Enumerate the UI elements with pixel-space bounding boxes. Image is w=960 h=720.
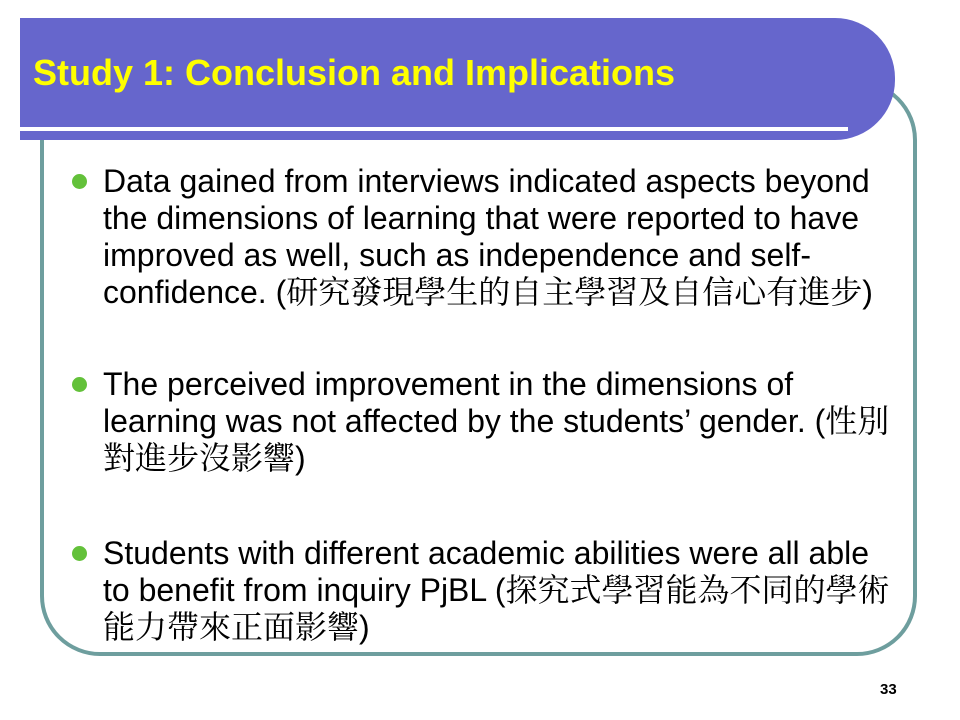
bullet-text: Data gained from interviews indicated aspects beyond the dimensions of learning that were reported to have improved as well, such as independence and self-confidence. (研究發現學生的自主學習及自信心有進步) xyxy=(103,163,873,310)
page-number: 33 xyxy=(880,681,897,698)
bullet-text: The perceived improvement in the dimensions of learning was not affected by the students’ gender. (性別對進步沒影響) xyxy=(103,366,890,476)
bullet-item xyxy=(72,366,893,477)
bullet-icon xyxy=(72,546,87,561)
bullet-item xyxy=(72,163,893,311)
title-bar xyxy=(20,18,895,140)
bullet-icon xyxy=(72,377,87,392)
bullet-icon xyxy=(72,174,87,189)
bullet-text: Students with different academic abilities were all able to benefit from inquiry PjBL (探究式學習能為不同的學術能力帶來正面影響) xyxy=(103,535,890,645)
title-underline xyxy=(20,127,848,131)
slide-title: Study 1: Conclusion and Implications xyxy=(33,52,676,93)
bullet-item xyxy=(72,535,893,646)
